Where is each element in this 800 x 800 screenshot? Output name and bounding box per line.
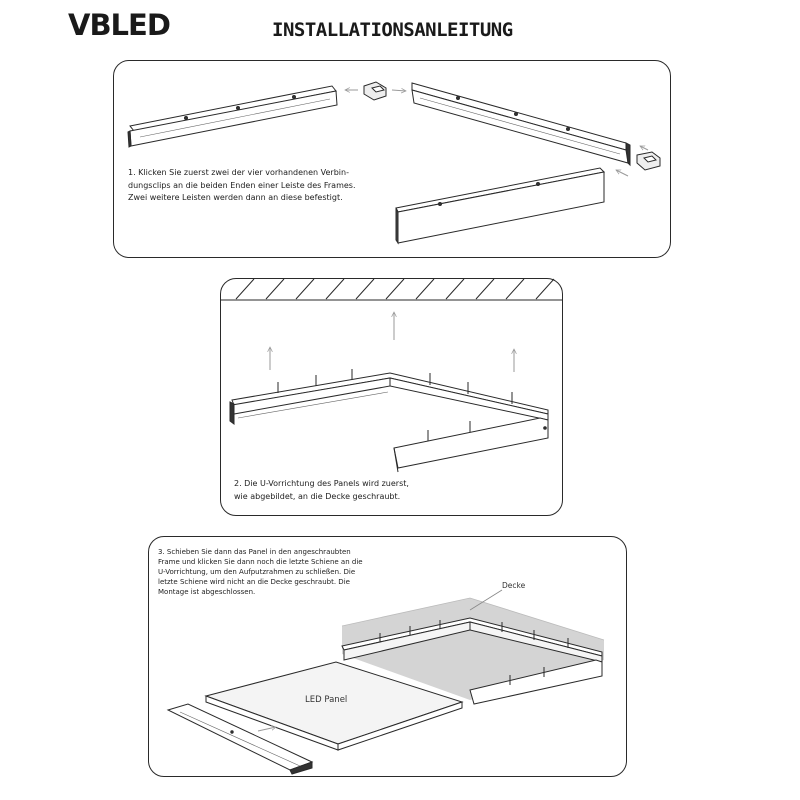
page-title: INSTALLATIONSANLEITUNG	[272, 19, 513, 41]
step-1-rail-left	[128, 86, 337, 147]
step-1-clip-bottom	[637, 152, 660, 170]
step-1-rail-right	[412, 83, 630, 165]
step-1-clip-top	[364, 82, 386, 100]
led-panel-label: LED Panel	[305, 695, 348, 705]
step-1-instructions: 1. Klicken Sie zuerst zwei der vier vorhandenen Verbin- dungsclips an die beiden Enden einer Leiste des Frames. Zwei weitere Leisten werden dann an diese befestigt.	[128, 168, 356, 202]
ceiling-label: Decke	[502, 581, 526, 590]
step-2-instructions: 2. Die U-Vorrichtung des Panels wird zuerst, wie abgebildet, an die Decke geschraubt.	[234, 479, 409, 501]
step-1-rail-front	[396, 168, 604, 243]
brand-logo: VBLED	[68, 8, 170, 42]
ceiling-hatch	[221, 279, 562, 300]
step-2-up-arrows	[270, 312, 514, 372]
step-3-instructions: 3. Schieben Sie dann das Panel in den angeschraubten Frame und klicken Sie dann noch die letzte Schiene an die U-Vorrichtung, um den Aufputzrahmen zu schließen. Die letzte Schiene wird nicht an die Decke geschraubt. Die Montage ist abgeschlossen.	[158, 548, 363, 596]
